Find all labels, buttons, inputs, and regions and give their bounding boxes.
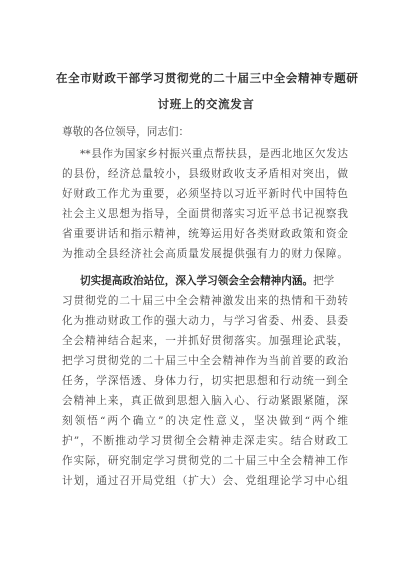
paragraph-2-line-5: 任务，学深悟透、身体力行，切实把思想和行动统一到全 — [62, 375, 348, 387]
document-title-line-2: 讨班上的交流发言 — [157, 97, 255, 111]
paragraph-2-line-4: 把学习贯彻党的二十届三中全会精神作为当前首要的政治 — [62, 355, 348, 367]
salutation: 尊敬的各位领导，同志们： — [62, 126, 190, 138]
paragraph-2-line-9: 作实际，研究制定学习贯彻党的二十届三中全会精神工作 — [62, 455, 348, 467]
paragraph-2-line-3: 全会精神结合起来，一并抓好贯彻落实。加强理论武装， — [62, 335, 348, 347]
paragraph-2-line-1: 习贯彻党的二十届三中全会精神激发出来的热情和干劲转 — [62, 295, 348, 307]
paragraph-2-first-line — [80, 273, 348, 288]
paragraph-2-line-7: 刻领悟“两个确立”的决定性意义，坚决做到“两个维 — [62, 415, 348, 427]
paragraph-1-line-5: 省重要讲话和指示精神，统筹运用好各类财政政策和资金 — [62, 228, 348, 240]
paragraph-1-line-4: 社会主义思想为指导，全面贯彻落实习近平总书记视察我 — [62, 208, 348, 220]
paragraph-2-line-8: 护”，不断推动学习贯彻全会精神走深走实。结合财政工 — [62, 435, 348, 447]
paragraph-2-line-2: 化为推动财政工作的强大动力，与学习省委、州委、县委 — [62, 315, 348, 327]
paragraph-2-line-10: 计划，通过召开局党组（扩大）会、党组理论学习中心组 — [62, 475, 348, 487]
paragraph-1-line-1: **县作为国家乡村振兴重点帮扶县，是西北地区欠发达 — [80, 148, 348, 160]
paragraph-2-heading-tail: 把学 — [313, 275, 335, 287]
paragraph-2-line-6: 会精神上来，真正做到思想入脑入心、行动紧跟紧随，深 — [62, 395, 348, 407]
document-title-line-1: 在全市财政干部学习贯彻党的二十届三中全会精神专题研 — [56, 71, 359, 85]
paragraph-2-heading: 切实提高政治站位，深入学习领会全会精神内涵。 — [80, 275, 314, 287]
paragraph-1-line-6: 为推动全县经济社会高质量发展提供强有力的财力保障。 — [62, 248, 348, 260]
paragraph-1-line-2: 的县份，经济总量较小，县级财政收支矛盾相对突出，做 — [62, 168, 348, 180]
paragraph-1-line-3: 好财政工作尤为重要，必须坚持以习近平新时代中国特色 — [62, 188, 348, 200]
